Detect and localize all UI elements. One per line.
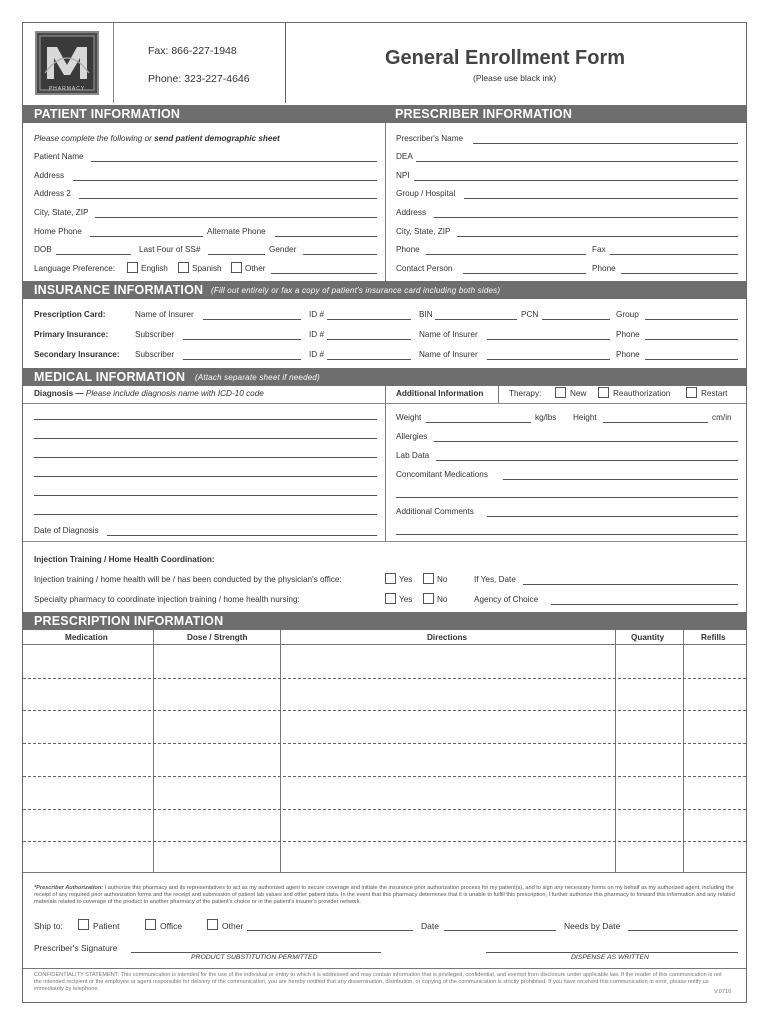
signature-label: Prescriber's Signature [34,943,118,953]
prescriber-phone-field[interactable] [426,254,586,255]
lab-data-field[interactable] [436,460,738,461]
patient-name-field[interactable] [91,161,377,162]
allergies-label: Allergies [396,432,428,441]
secondary-subscriber-field[interactable] [183,359,301,360]
npi-field[interactable] [414,180,738,181]
form-title: General Enrollment Form [385,47,626,69]
date-of-diagnosis-label: Date of Diagnosis [34,526,99,535]
date-field[interactable] [444,930,556,931]
therapy-restart-checkbox[interactable] [686,387,697,398]
insurance-note: (Fill out entirely or fax a copy of patient's insurance card including both sides) [211,286,501,295]
weight-field[interactable] [426,422,531,423]
other-language-checkbox[interactable] [231,262,242,273]
weight-label: Weight [396,413,422,422]
concomitant-field-2[interactable] [396,497,738,498]
therapy-reauth-label: Reauthorization [613,389,671,398]
english-label: English [141,264,168,273]
q2-no-checkbox[interactable] [423,593,434,604]
contact-phone-label: Phone [592,264,616,273]
patient-address-label: Address [34,171,65,180]
diagnosis-label: Diagnosis — Please include diagnosis name with ICD-10 code [34,389,264,398]
height-label: Height [573,413,597,422]
ship-office-label: Office [160,921,183,931]
prescriber-fax-label: Fax [592,245,606,254]
prescriber-heading: PRESCRIBER INFORMATION [395,107,573,121]
fax-number: Fax: 866-227-1948 [148,45,237,57]
ship-other-label: Other [222,921,244,931]
col-directions: Directions [427,633,468,642]
insurance-heading: INSURANCE INFORMATION [34,283,204,297]
prescriber-name-field[interactable] [473,143,738,144]
ship-other-field[interactable] [247,930,413,931]
patient-prescriber-header [23,105,746,123]
additional-info-label: Additional Information [396,389,484,398]
q1-no-label: No [437,575,448,584]
ship-office-checkbox[interactable] [145,919,156,930]
lab-data-label: Lab Data [396,451,430,460]
medical-heading: MEDICAL INFORMATION [34,370,186,384]
rx-card-label: Prescription Card: [34,310,106,319]
q2-no-label: No [437,595,448,604]
therapy-reauth-checkbox[interactable] [598,387,609,398]
primary-phone-label: Phone [616,330,640,339]
group-hospital-label: Group / Hospital [396,189,456,198]
prescription-heading: PRESCRIPTION INFORMATION [34,614,224,628]
dea-field[interactable] [416,161,738,162]
q1-yes-label: Yes [399,575,413,584]
ssn-field[interactable] [208,254,265,255]
secondary-subscriber-label: Subscriber [135,350,175,359]
secondary-phone-label: Phone [616,350,640,359]
diagnosis-line-4[interactable] [34,476,377,477]
date-label: Date [421,921,439,931]
secondary-phone-field[interactable] [645,359,738,360]
ship-other-checkbox[interactable] [207,919,218,930]
diagnosis-line-1[interactable] [34,419,377,420]
alt-phone-label: Alternate Phone [207,227,266,236]
prescriber-address-field[interactable] [434,217,738,218]
secondary-insurer-label: Name of Insurer [419,350,478,359]
patient-address2-label: Address 2 [34,189,71,198]
gender-field[interactable] [303,254,377,255]
other-language-label: Other [245,264,266,273]
comments-field-2[interactable] [396,534,738,535]
primary-insurance-label: Primary Insurance: [34,330,109,339]
phone-number: Phone: 323-227-4646 [148,73,250,85]
prescription-table [23,630,746,873]
primary-subscriber-label: Subscriber [135,330,175,339]
rx-bin-field[interactable] [435,319,517,320]
q2-yes-label: Yes [399,595,413,604]
pharmacy-logo [35,31,99,95]
dea-label: DEA [396,152,413,161]
prescriber-authorization: *Prescriber Authorization: I authorize this pharmacy and its representatives to act as my authorized agent to secure coverage and initiate the insurance prior authorization process for my patient(s), and to sign any necessary forms on my behalf as my authorized agent, including the receipt of any required prior authorization forms and the receipt and submission of patient lab values and other patient data. In the event that this pharmacy determines that it is unable to fulfill this prescription, I further authorize this pharmacy to forward this information and any related materials related to coverage of the product to another pharmacy of the patient's choice or in the patient's insurer's provider network. [34,885,735,906]
allergies-field[interactable] [434,441,738,442]
height-field[interactable] [603,422,708,423]
npi-label: NPI [396,171,410,180]
if-yes-date-label: If Yes, Date [474,575,516,584]
version-label: V.0716 [714,989,732,995]
col-dose: Dose / Strength [187,633,248,642]
patient-city-field[interactable] [95,217,377,218]
therapy-label: Therapy: [509,389,542,398]
injection-heading: Injection Training / Home Health Coordination: [34,555,215,564]
secondary-insurance-label: Secondary Insurance: [34,350,120,359]
comments-field[interactable] [487,516,738,517]
therapy-new-checkbox[interactable] [555,387,566,398]
enrollment-form [22,22,747,1003]
needs-by-field[interactable] [628,930,738,931]
contact-phone-field[interactable] [621,273,738,274]
needs-by-label: Needs by Date [564,921,621,931]
secondary-insurer-field[interactable] [487,359,610,360]
q1-yes-checkbox[interactable] [385,573,396,584]
rx-id-field[interactable] [327,319,411,320]
injection-q2: Specialty pharmacy to coordinate injection training / home health nursing: [34,595,300,604]
prescriber-name-label: Prescriber's Name [396,134,464,143]
rx-row-divider [23,841,746,842]
ship-patient-label: Patient [93,921,120,931]
rx-row-divider [23,809,746,810]
dob-field[interactable] [56,254,131,255]
prescriber-city-label: City, State, ZIP [396,227,451,236]
confidentiality-statement: CONFIDENTIALITY STATEMENT: This communication is intended for the use of the individual or entity to which it is addressed and may contain information that is privileged, confidential, and exempt from disclosure under applicable law. If the reader of this communication is not the intended recipient or the employee or agent responsible for delivery of the communication, you are hereby notified that any dissemination, distribution, or copying of the communication is strictly prohibited. If you have received this communication in error, please notify us immediately by telephone. [34,972,722,993]
patient-address2-field[interactable] [79,198,377,199]
signature-substitution-field[interactable] [131,952,381,953]
agency-label: Agency of Choice [474,595,539,604]
concomitant-label: Concomitant Medications [396,470,488,479]
rx-row-divider [23,678,746,679]
home-phone-label: Home Phone [34,227,82,236]
rx-row-divider [23,776,746,777]
gender-label: Gender [269,245,297,254]
ssn-label: Last Four of SS# [139,245,201,254]
dispense-caption: DISPENSE AS WRITTEN [571,954,649,961]
ship-to-label: Ship to: [34,921,63,931]
medical-note: (Attach separate sheet if needed) [195,373,320,382]
rx-id-label: ID # [309,310,325,319]
injection-q1: Injection training / home health will be / has been conducted by the physician's office: [34,575,342,584]
patient-city-label: City, State, ZIP [34,208,89,217]
english-checkbox[interactable] [127,262,138,273]
concomitant-field[interactable] [503,479,738,480]
logo-m-icon [37,33,97,93]
primary-id-label: ID # [309,330,325,339]
prescriber-city-field[interactable] [457,236,738,237]
primary-insurer-field[interactable] [487,339,610,340]
patient-heading: PATIENT INFORMATION [34,107,181,121]
group-hospital-field[interactable] [464,198,738,199]
rx-group-field[interactable] [645,319,738,320]
therapy-new-label: New [570,389,587,398]
substitution-caption: PRODUCT SUBSTITUTION PERMITTED [191,954,318,961]
insurance-header [23,281,746,299]
primary-subscriber-field[interactable] [183,339,301,340]
rx-bin-label: BIN [419,310,433,319]
rx-pcn-field[interactable] [542,319,610,320]
spanish-label: Spanish [192,264,222,273]
prescriber-fax-field[interactable] [610,254,738,255]
rx-insurer-field[interactable] [203,319,301,320]
prescriber-address-label: Address [396,208,427,217]
form-subtitle: (Please use black ink) [473,73,557,83]
col-medication: Medication [65,633,108,642]
secondary-id-field[interactable] [327,359,411,360]
contact-person-field[interactable] [463,273,586,274]
comments-label: Additional Comments [396,507,474,516]
height-unit: cm/in [712,413,732,422]
diagnosis-line-6[interactable] [34,514,377,515]
primary-insurer-label: Name of Insurer [419,330,478,339]
primary-id-field[interactable] [327,339,411,340]
rx-row-divider [23,743,746,744]
spanish-checkbox[interactable] [178,262,189,273]
q2-yes-checkbox[interactable] [385,593,396,604]
prescriber-phone-label: Phone [396,245,420,254]
diagnosis-line-5[interactable] [34,495,377,496]
alt-phone-field[interactable] [275,236,377,237]
rx-group-label: Group [616,310,639,319]
q1-no-checkbox[interactable] [423,573,434,584]
medical-header [23,368,746,386]
primary-phone-field[interactable] [645,339,738,340]
dob-label: DOB [34,245,52,254]
contact-person-label: Contact Person [396,264,453,273]
rx-row-divider [23,710,746,711]
other-language-field[interactable] [271,273,377,274]
home-phone-field[interactable] [90,236,203,237]
date-of-diagnosis-field[interactable] [107,535,377,536]
col-refills: Refills [701,633,726,642]
if-yes-date-field[interactable] [523,584,738,585]
logo-text: PHARMACY [48,86,86,92]
rx-pcn-label: PCN [521,310,539,319]
col-quantity: Quantity [631,633,665,642]
patient-name-label: Patient Name [34,152,84,161]
weight-unit: kg/lbs [535,413,557,422]
rx-insurer-label: Name of Insurer [135,310,194,319]
secondary-id-label: ID # [309,350,325,359]
prescription-header [23,612,746,630]
signature-daw-field[interactable] [486,952,738,953]
therapy-restart-label: Restart [701,389,728,398]
agency-field[interactable] [551,604,738,605]
ship-patient-checkbox[interactable] [78,919,89,930]
language-label: Language Preference: [34,264,116,273]
diagnosis-line-3[interactable] [34,457,377,458]
diagnosis-line-2[interactable] [34,438,377,439]
patient-address-field[interactable] [73,180,377,181]
patient-note: Please complete the following or send patient demographic sheet [34,134,280,143]
